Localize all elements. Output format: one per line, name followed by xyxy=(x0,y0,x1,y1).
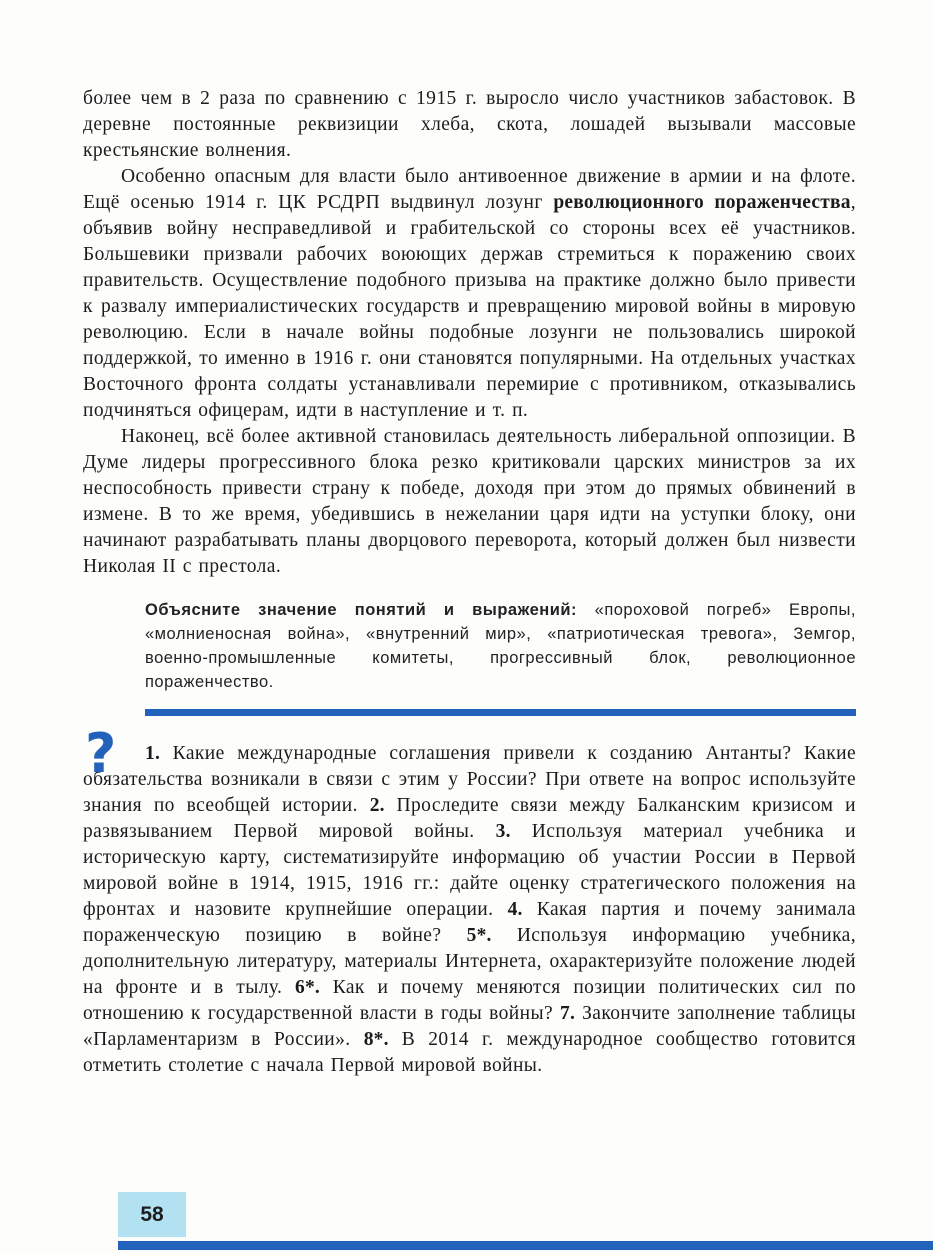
glossary-task-terms: «пороховой погреб» Европы, «молниеносная война», «внутренний мир», «патриотическая тревога», Земгор, военно-промышленные комитеты, прогрессивный блок, революционное пораженчество. xyxy=(145,601,856,691)
question-text: Какие международные соглашения привели к созданию Антанты? Какие обязательства возникали в связи с этим у России? При ответе на вопрос используйте знания по всеобщей истории. xyxy=(83,743,856,816)
paragraph-antiwar-movement xyxy=(83,164,856,424)
questions-text xyxy=(83,741,856,1079)
question-number: 7. xyxy=(560,1003,576,1024)
question-text: Используя материал учебника и историческую карту, систематизируйте информацию об участии России в Первой мировой войне в 1914, 1915, 1916 гг.: дайте оценку стратегического положения на фронтах и назовите крупнейшие операции. xyxy=(83,821,856,920)
question-number: 4. xyxy=(507,899,523,920)
glossary-task-text xyxy=(145,598,856,694)
page-number: 58 xyxy=(140,1202,164,1226)
page-number-tab xyxy=(118,1192,186,1237)
question-text: Проследите связи между Балканским кризисом и развязыванием Первой мировой войны. xyxy=(83,795,856,842)
section-divider-rule xyxy=(145,709,856,716)
paragraph-strikes xyxy=(83,86,856,164)
page-content xyxy=(83,86,856,1079)
paragraph-text: Наконец, всё более активной становилась деятельность либеральной оппозиции. В Думе лидеры прогрессивного блока резко критиковали царских министров за их неспособность привести страну к победе, доходя при этом до прямых обвинений в измене. В то же время, убедившись в нежелании царя идти на уступки блоку, они начинают разрабатывать планы дворцового переворота, который должен был низвести Николая II с престола. xyxy=(83,426,856,577)
question-text: Какая партия и почему занимала пораженческую позицию в войне? xyxy=(83,899,856,946)
questions-section xyxy=(83,722,857,1079)
question-number: 3. xyxy=(495,821,511,842)
question-number: 5*. xyxy=(466,925,492,946)
glossary-task-lead: Объясните значение понятий и выражений: xyxy=(145,601,578,619)
question-text: Как и почему меняются позиции политических сил по отношению к государственной власти в годы войны? xyxy=(83,977,856,1024)
question-number: 1. xyxy=(145,743,161,764)
question-text: Закончите заполнение таблицы «Парламентаризм в России». xyxy=(83,1003,856,1050)
glossary-task-block xyxy=(145,598,856,694)
question-text: В 2014 г. международное сообщество готовится отметить столетие с начала Первой мировой войны. xyxy=(83,1029,857,1076)
paragraph-text: более чем в 2 раза по сравнению с 1915 г. выросло число участников забастовок. В деревне постоянные реквизиции хлеба, скота, лошадей вызывали массовые крестьянские волнения. xyxy=(83,88,856,161)
paragraph-text: Особенно опасным для власти было антивоенное движение в армии и на флоте. Ещё осенью 1914 г. ЦК РСДРП выдвинул лозунг xyxy=(83,166,856,213)
question-number: 8*. xyxy=(363,1029,389,1050)
question-number: 2. xyxy=(369,795,385,816)
question-mark-icon: ? xyxy=(85,722,117,785)
paragraph-liberal-opposition xyxy=(83,424,856,580)
question-text: Используя информацию учебника, дополнительную литературу, материалы Интернета, охарактеризуйте положение людей на фронте и в тылу. xyxy=(83,925,856,998)
term-revolutionary-defeatism: революционного пораженчества xyxy=(553,192,851,213)
question-number: 6*. xyxy=(295,977,320,998)
footer-accent-bar xyxy=(118,1241,933,1250)
paragraph-text: , объявив войну несправедливой и грабительской со стороны всех её участников. Большевики призвали рабочих воюющих держав стремиться к поражению своих правительств. Осуществление подобного призыва на практике должно было привести к развалу империалистических государств и превращению мировой войны в мировую революцию. Если в начале войны подобные лозунги не пользовались широкой поддержкой, то именно в 1916 г. они становятся популярными. На отдельных участках Восточного фронта солдаты устанавливали перемирие с противником, отказывались подчиняться офицерам, идти в наступление и т. п. xyxy=(83,192,856,421)
